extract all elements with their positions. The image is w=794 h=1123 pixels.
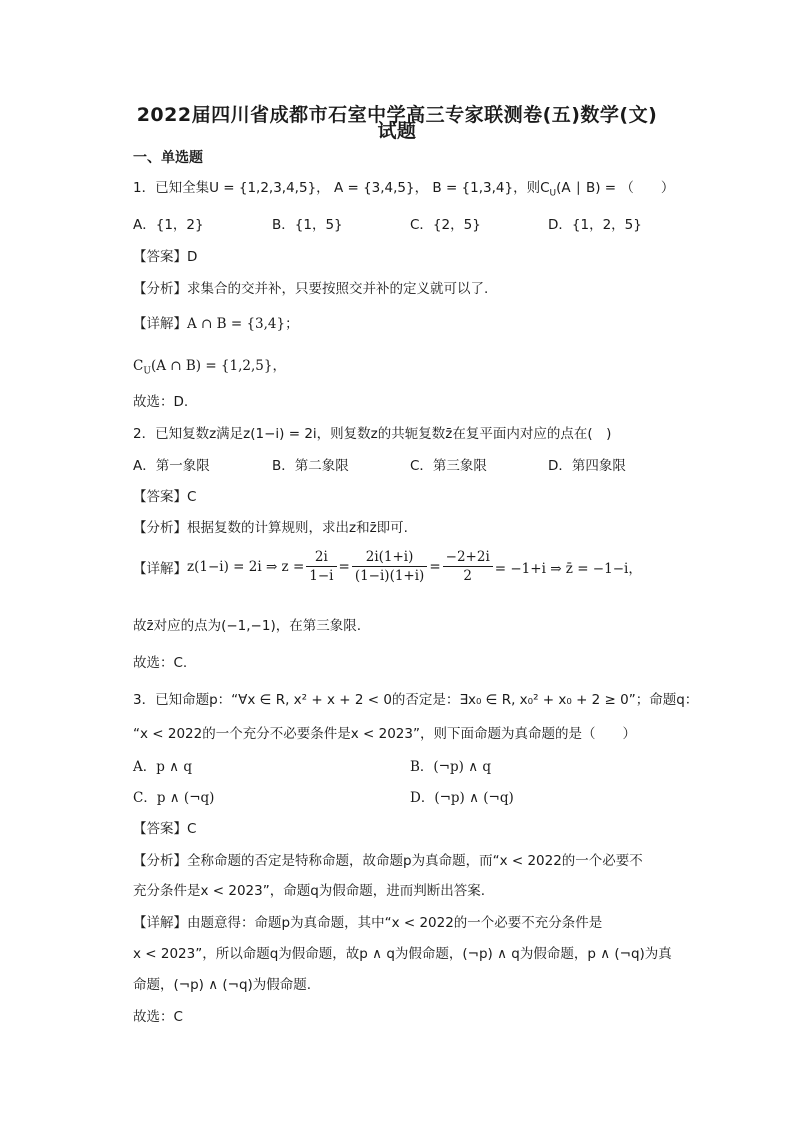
q3-analysis-line1 [133, 849, 643, 869]
q2-option-d: D．第四象限 [548, 458, 626, 474]
q1-answer-value: D [187, 249, 198, 265]
q3-analysis-line2: 充分条件是x < 2023”，命题q为假命题，进而判断出答案. [133, 883, 486, 899]
q3-option-b: B．(¬p) ∧ q [410, 759, 492, 775]
q1-detail2-pre: C [133, 358, 144, 374]
q2-option-c: C．第三象限 [410, 458, 487, 474]
q3-option-d: D．(¬p) ∧ (¬q) [410, 790, 514, 806]
q2-frac2-den: (1−i)(1+i) [354, 568, 425, 584]
q3-conclusion: 故选：C [133, 1009, 183, 1025]
q1-analysis-text: 求集合的交并补，只要按照交并补的定义就可以了. [187, 281, 489, 297]
q1-stem-text: 1．已知全集U = {1,2,3,4,5}， A = {3,4,5}， B = {1,3,4}，则C [133, 180, 550, 196]
q2-frac2-num: 2i(1+i) [352, 548, 428, 567]
q2-frac3-den: 2 [463, 568, 472, 584]
q2-frac2 [352, 548, 428, 585]
q3-detail-line3: 命题，(¬p) ∧ (¬q)为假命题. [133, 977, 312, 993]
q3-detail-line2: x < 2023”，所以命题q为假命题，故p ∧ q为假命题，(¬p) ∧ q为假命题，p ∧ (¬q)为真 [133, 946, 672, 962]
q3-answer-label: 【答案】 [133, 821, 187, 837]
doc-title-line2-text: 试题 [377, 120, 417, 142]
q3-detail-text1: 由题意得：命题p为真命题，其中“x < 2022的一个必要不充分条件是 [187, 915, 603, 931]
q2-answer [133, 485, 196, 505]
q2-analysis-label: 【分析】 [133, 520, 187, 536]
q1-analysis-label: 【分析】 [133, 281, 187, 297]
q3-analysis-text1: 全称命题的否定是特称命题，故命题p为真命题，而“x < 2022的一个必要不 [187, 853, 643, 869]
q2-conclusion: 故选：C. [133, 655, 188, 671]
q3-answer [133, 817, 196, 837]
q2-detail-label: 【详解】 [133, 560, 187, 577]
q1-analysis [133, 277, 488, 297]
q3-stem-line2: “x < 2022的一个充分不必要条件是x < 2023”，则下面命题为真命题的是（ ） [133, 726, 636, 742]
q2-analysis-text: 根据复数的计算规则，求出z和z̄即可. [187, 520, 408, 536]
q2-stem: 2．已知复数z满足z(1−i) = 2i，则复数z的共轭复数z̄在复平面内对应的点在( ) [133, 426, 612, 442]
q3-stem-line1: 3．已知命题p：“∀x ∈ R, x² + x + 2 < 0的否定是：∃x₀ ∈ R, x₀² + x₀ + 2 ≥ 0”；命题q： [133, 692, 699, 708]
q1-detail2 [133, 354, 286, 377]
q2-frac3 [443, 548, 493, 585]
q2-frac1-den: 1−i [309, 568, 334, 584]
q1-detail [133, 312, 299, 332]
q2-answer-value: C [187, 489, 197, 505]
q1-detail2-sub: U [143, 366, 151, 377]
q1-option-c: C．{2，5} [410, 217, 481, 233]
q1-option-b: B．{1，5} [272, 217, 343, 233]
q3-detail-line1 [133, 911, 602, 931]
q1-detail-label: 【详解】 [133, 316, 187, 332]
q1-detail2-tail: (A ∩ B) = {1,2,5}， [150, 358, 286, 374]
q1-option-a: A．{1，2} [133, 217, 204, 233]
q2-frac3-num: −2+2i [443, 548, 493, 567]
section-heading: 一、单选题 [133, 150, 203, 166]
q1-answer [133, 245, 197, 265]
q1-detail-text: A ∩ B = {3,4}； [187, 316, 299, 332]
q1-option-d: D．{1，2，5} [548, 217, 642, 233]
q3-option-a: A．p ∧ q [133, 759, 192, 775]
q3-option-c: C．p ∧ (¬q) [133, 790, 215, 806]
q3-answer-value: C [187, 821, 197, 837]
q2-answer-label: 【答案】 [133, 489, 187, 505]
q1-answer-label: 【答案】 [133, 249, 187, 265]
q2-option-b: B．第二象限 [272, 458, 349, 474]
q1-stem-sub: U [549, 188, 557, 199]
q1-stem [133, 176, 674, 199]
q2-detail-b: = −1+i ⇒ z̄ = −1−i， [494, 560, 642, 577]
q2-frac1 [306, 548, 336, 585]
q2-detail: 【详解】 z(1−i) = 2i ⇒ z = $\frac{2i}{1-i}$ = $\frac{2i(1+i)}{(1-i)(1+i)}$ = $\frac{-2+2i}{2}$ = −1+i ⇒ z̄ = −1−i， [133, 549, 642, 584]
q3-analysis-label: 【分析】 [133, 853, 187, 869]
q3-detail-label: 【详解】 [133, 915, 187, 931]
q2-option-a: A．第一象限 [133, 458, 210, 474]
q1-stem-tail: (A ∣ B) = （ ） [556, 180, 675, 196]
q2-analysis [133, 516, 408, 536]
q2-point: 故z̄对应的点为(−1,−1)，在第三象限. [133, 618, 362, 634]
q2-frac1-num: 2i [306, 548, 336, 567]
q2-detail-a: z(1−i) = 2i ⇒ z = [187, 558, 305, 575]
q1-conclusion: 故选：D. [133, 394, 189, 410]
doc-title-line2 [0, 116, 794, 143]
doc-title-line1: 2022届四川省成都市石室中学高三专家联测卷(五)数学(文) [136, 104, 658, 126]
